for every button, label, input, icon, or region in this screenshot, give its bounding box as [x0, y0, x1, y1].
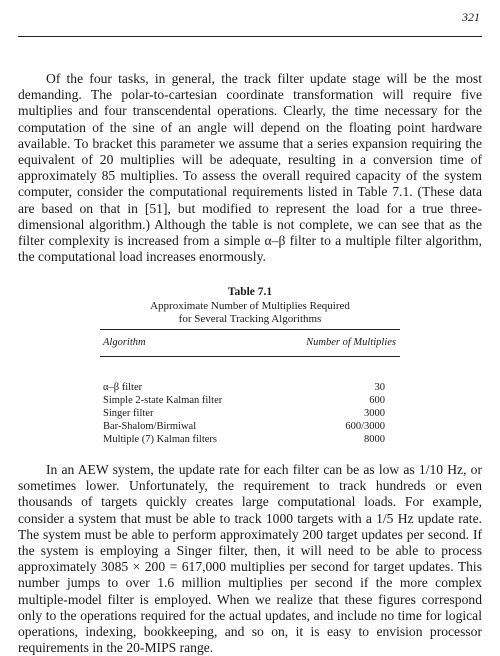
table-body	[103, 381, 397, 446]
table-header-algorithm: Algorithm	[103, 337, 146, 348]
table-row	[103, 394, 397, 407]
table-header-multiplies: Number of Multiplies	[306, 337, 396, 348]
header-rule	[18, 36, 482, 37]
table-cell-multiplies: 30	[374, 382, 385, 393]
table-cell-algorithm: Bar-Shalom/Birmiwal	[103, 421, 197, 432]
table-cell-algorithm: α–β filter	[103, 382, 143, 393]
paragraph-1: Of the four tasks, in general, the track filter update stage will be the most demanding. The polar-to-cartesian coordinate transformation will require five multiplies and four transcendental operations. Clearly, the time necessary for the computation of the sine of an angle will depend on the floating point hardware available. To bracket this parameter we assume that a series expansion requiring the equivalent of 20 multiplies will be adequate, resulting in a conversion time of approximately 85 multiplies. To assess the overall required capacity of the system computer, consider the computational requirements listed in Table 7.1. (These data are based on that in [51], but modified to represent the load for a true three-dimensional algorithm.) Although the table is not complete, we can see that as the filter complexity is increased from a simple α–β filter to a multiple filter algorithm, the computational load increases enormously.	[18, 71, 482, 265]
table-cell-multiplies: 8000	[364, 434, 385, 445]
table-cell-algorithm: Multiple (7) Kalman filters	[103, 434, 218, 445]
page-number: 321	[462, 10, 480, 24]
paragraph-2: In an AEW system, the update rate for each filter can be as low as 1/10 Hz, or sometimes lower. Unfortunately, the requirement to track hundreds or even thousands of targets quickly creates large computational loads. For example, consider a system that must be able to track 1000 targets with a 1/5 Hz update rate. The system must be able to perform approximately 200 target updates per second. If the system is employing a Singer filter, then, it will need to be able to process approximately 3085 × 200 = 617,000 multiplies per second for target updates. This number jumps to over 1.6 million multiplies per second if the more complex multiple-model filter is employed. When we realize that these figures correspond only to the operations required for the actual updates, and include no time for logical operations, indexing, bookkeeping, and so on, it is easy to envision processor requirements in the 20-MIPS range.	[18, 462, 482, 656]
table-row	[103, 420, 397, 433]
table-caption: Approximate Number of Multiplies Required for Several Tracking Algorithms	[150, 300, 350, 325]
table-cell-algorithm: Simple 2-state Kalman filter	[103, 395, 223, 406]
table-cell-multiplies: 600/3000	[345, 421, 385, 432]
table-cell-multiplies: 600	[369, 395, 385, 406]
table-row	[103, 407, 397, 420]
table-row	[103, 433, 397, 446]
table-header-rule	[100, 356, 400, 357]
table-title: Table 7.1	[227, 286, 273, 298]
table-row	[103, 381, 397, 394]
table-top-rule	[100, 329, 400, 330]
table-cell-algorithm: Singer filter	[103, 408, 154, 419]
table-cell-multiplies: 3000	[364, 408, 385, 419]
